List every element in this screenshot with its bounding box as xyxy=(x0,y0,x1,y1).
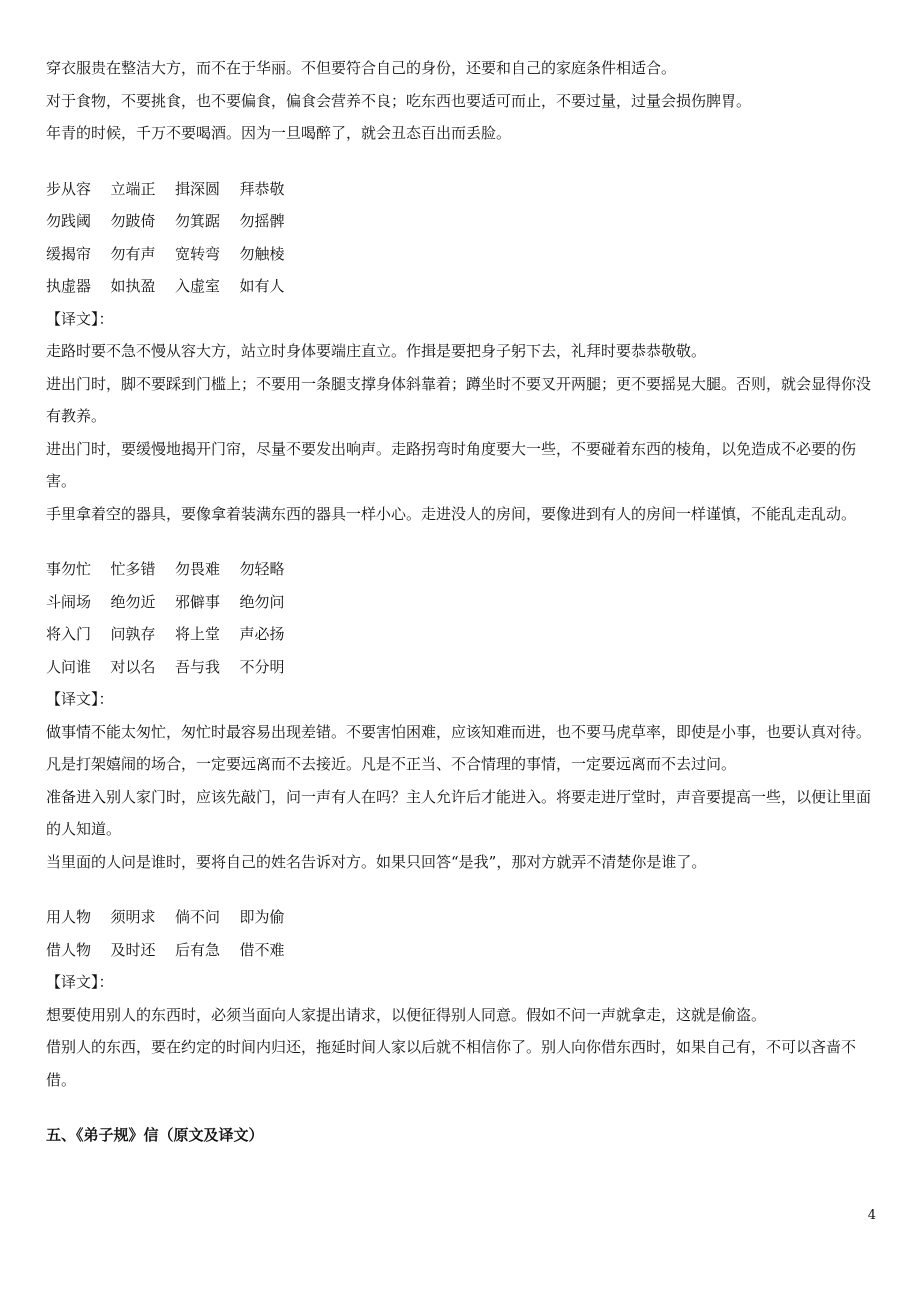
verse-phrase: 须明求 xyxy=(110,908,156,926)
verse-line xyxy=(46,586,872,619)
verse-phrase: 如执盈 xyxy=(110,277,156,295)
section-gap xyxy=(46,1096,872,1119)
translation-paragraph: 借别人的东西，要在约定的时间内归还，拖延时间人家以后就不相信你了。别人向你借东西时，如果自己有，不可以吝啬不借。 xyxy=(46,1038,857,1089)
verse-phrase: 勿触棱 xyxy=(239,244,285,263)
verse-line xyxy=(46,901,872,934)
verse-phrase: 勿践阈 xyxy=(46,212,92,230)
verse-phrase: 斗闹场 xyxy=(46,592,92,611)
verse-phrase: 借不难 xyxy=(239,940,285,959)
verse-phrase: 勿跛倚 xyxy=(110,212,156,230)
section-gap xyxy=(46,150,872,173)
translation-paragraph: 进出门时，要缓慢地揭开门帘，尽量不要发出响声。走路拐弯时角度要大一些，不要碰着东西的棱角，以免造成不必要的伤害。 xyxy=(46,439,857,490)
document-body xyxy=(46,52,872,1152)
paragraph: 穿衣服贵在整洁大方，而不在于华丽。不但要符合自己的身份，还要和自己的家庭条件相适合。 xyxy=(46,59,677,77)
verse-phrase: 入虚室 xyxy=(175,277,221,295)
verse-phrase: 后有急 xyxy=(175,940,221,959)
translation-label: 【译文】： xyxy=(46,690,114,708)
verse-line xyxy=(46,618,872,651)
verse-phrase: 邪僻事 xyxy=(175,592,221,611)
verse-phrase: 倘不问 xyxy=(175,908,221,926)
verse-phrase: 如有人 xyxy=(239,277,285,295)
verse-phrase: 绝勿近 xyxy=(110,592,156,611)
verse-phrase: 即为偷 xyxy=(239,908,285,926)
verse-phrase: 步从容 xyxy=(46,179,92,198)
section-gap xyxy=(46,530,872,553)
verse-phrase: 执虚器 xyxy=(46,277,92,295)
verse-phrase: 勿有声 xyxy=(110,244,156,263)
verse-phrase: 勿轻略 xyxy=(239,560,285,578)
verse-phrase: 用人物 xyxy=(46,908,92,926)
section-gap xyxy=(46,878,872,901)
verse-phrase: 缓揭帘 xyxy=(46,244,92,263)
verse-phrase: 绝勿问 xyxy=(239,592,285,611)
verse-phrase: 人问谁 xyxy=(46,657,92,676)
verse-line xyxy=(46,553,872,586)
translation-label: 【译文】： xyxy=(46,309,114,328)
translation-paragraph: 进出门时，脚不要踩到门槛上；不要用一条腿支撑身体斜靠着；蹲坐时不要叉开两腿；更不要摇晃大腿。否则，就会显得你没有教养。 xyxy=(46,374,872,425)
translation-paragraph: 凡是打架嬉闹的场合，一定要远离而不去接近。凡是不正当、不合情理的事情，一定要远离而不去过问。 xyxy=(46,755,737,773)
translation-paragraph: 想要使用别人的东西时，必须当面向人家提出请求，以便征得别人同意。假如不问一声就拿走，这就是偷盗。 xyxy=(46,1005,767,1024)
verse-phrase: 及时还 xyxy=(110,940,156,959)
verse-phrase: 忙多错 xyxy=(110,560,156,578)
verse-phrase: 勿摇髀 xyxy=(239,212,285,230)
verse-phrase: 勿畏难 xyxy=(175,560,221,578)
verse-line xyxy=(46,270,872,303)
verse-line xyxy=(46,934,872,967)
translation-paragraph: 当里面的人问是谁时，要将自己的姓名告诉对方。如果只回答“是我”，那对方就弄不清楚你是谁了。 xyxy=(46,852,707,871)
verse-phrase: 借人物 xyxy=(46,940,92,959)
translation-label: 【译文】： xyxy=(46,973,114,991)
verse-phrase: 拜恭敬 xyxy=(239,179,285,198)
verse-phrase: 不分明 xyxy=(239,657,285,676)
verse-phrase: 声必扬 xyxy=(239,625,285,643)
verse-line xyxy=(46,173,872,206)
verse-line xyxy=(46,205,872,238)
translation-paragraph: 走路时要不急不慢从容大方，站立时身体要端庄直立。作揖是要把身子躬下去，礼拜时要恭恭敬敬。 xyxy=(46,342,707,360)
verse-line xyxy=(46,238,872,271)
translation-paragraph: 手里拿着空的器具，要像拿着装满东西的器具一样小心。走进没人的房间，要像进到有人的房间一样谨慎，不能乱走乱动。 xyxy=(46,504,857,523)
verse-phrase: 宽转弯 xyxy=(175,244,221,263)
verse-phrase: 对以名 xyxy=(110,657,156,676)
verse-phrase: 立端正 xyxy=(110,179,156,198)
verse-phrase: 吾与我 xyxy=(175,657,221,676)
verse-phrase: 将入门 xyxy=(46,625,92,643)
translation-paragraph: 做事情不能太匆忙，匆忙时最容易出现差错。不要害怕困难，应该知难而进，也不要马虎草率，即使是小事，也要认真对待。 xyxy=(46,722,872,741)
paragraph: 对于食物，不要挑食，也不要偏食，偏食会营养不良；吃东西也要适可而止，不要过量，过量会损伤脾胃。 xyxy=(46,91,752,110)
verse-phrase: 将上堂 xyxy=(175,625,221,643)
verse-phrase: 揖深圆 xyxy=(175,179,221,198)
page-number: 4 xyxy=(867,1208,876,1223)
translation-paragraph: 准备进入别人家门时，应该先敲门，问一声有人在吗？主人允许后才能进入。将要走进厅堂时，声音要提高一些，以便让里面的人知道。 xyxy=(46,787,872,838)
paragraph: 年青的时候，千万不要喝酒。因为一旦喝醉了，就会丑态百出而丢脸。 xyxy=(46,124,512,142)
verse-phrase: 事勿忙 xyxy=(46,560,92,578)
section-heading: 五、《弟子规》信（原文及译文） xyxy=(46,1126,264,1144)
verse-phrase: 问孰存 xyxy=(110,625,156,643)
verse-line xyxy=(46,651,872,684)
verse-phrase: 勿箕踞 xyxy=(175,212,221,230)
